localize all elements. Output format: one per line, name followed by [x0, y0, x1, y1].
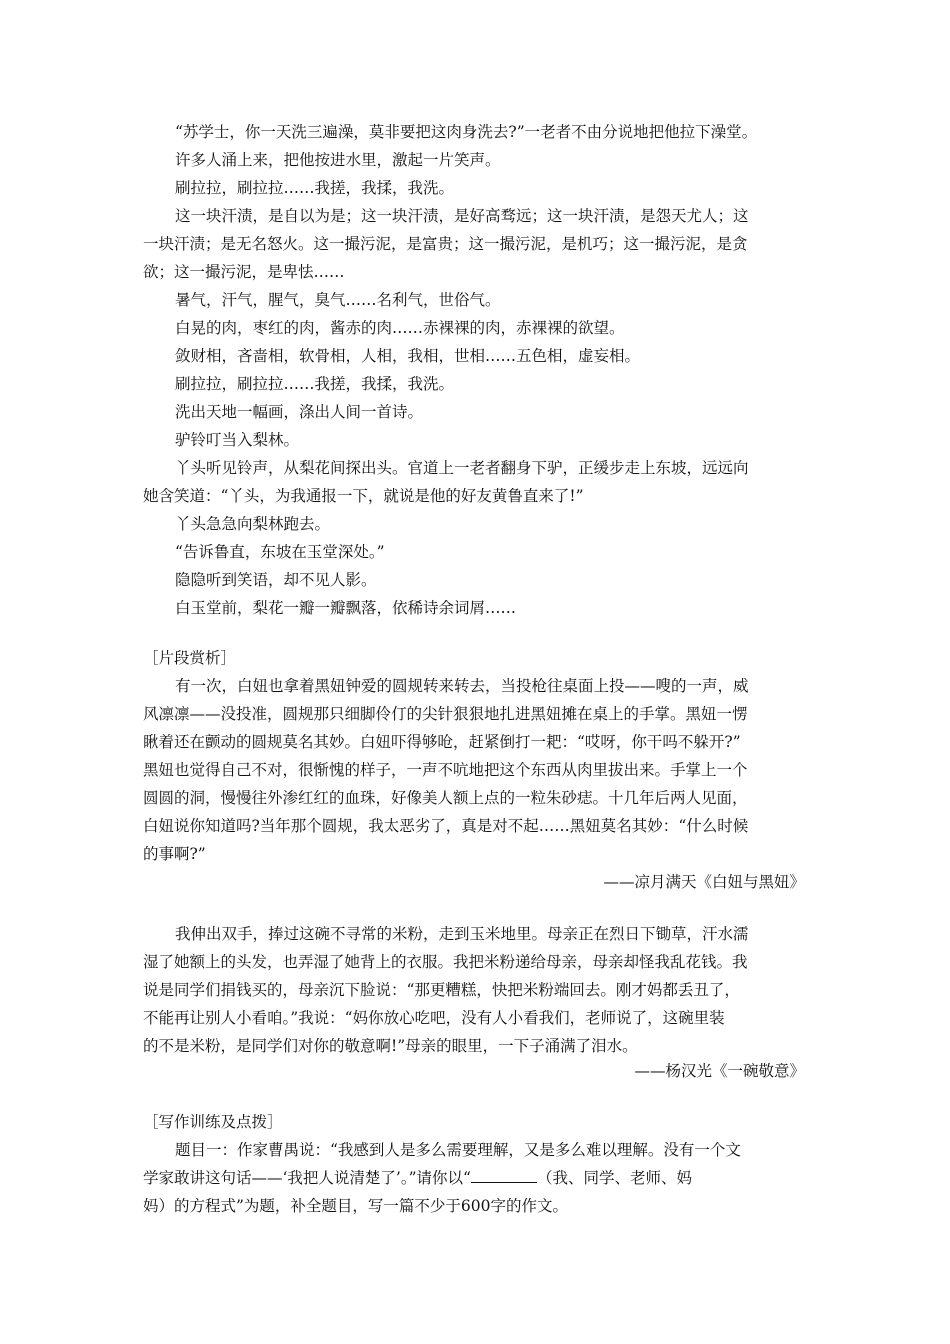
passage-attribution: ——凉月满天《白妞与黑妞》	[603, 873, 805, 891]
story-line: 许多人涌上来，把他按进水里，激起一片笑声。	[175, 151, 501, 169]
passage-line: 瞅着还在颤动的圆规莫名其妙。白妞吓得够呛，赶紧倒打一耙：“哎呀，你干吗不躲开?”	[143, 733, 741, 751]
story-line: 敛财相，吝啬相，软骨相，人相，我相，世相……五色相，虚妄相。	[175, 347, 641, 365]
passage-line: 圆圆的洞，慢慢往外渗红红的血珠，好像美人额上点的一粒朱砂痣。十几年后两人见面，	[143, 789, 748, 807]
passage-line: 的事啊?”	[143, 845, 206, 863]
writing-line-suffix: （我、同学、老师、妈	[536, 1169, 692, 1187]
passage-line: 白妞说你知道吗?当年那个圆规，我太恶劣了，真是对不起……黑妞莫名其妙：“什么时候	[143, 817, 749, 835]
story-line: 隐隐听到笑语，却不见人影。	[175, 571, 377, 589]
story-line: 洗出天地一幅画，涤出人间一首诗。	[175, 403, 424, 421]
passage-line: 不能再让别人小看咱。”我说：“妈你放心吃吧，没有人小看我们，老师说了，这碗里装	[143, 1009, 725, 1027]
passage-line: 风凛凛——没投准，圆规那只细脚伶仃的尖针狠狠地扎进黑妞摊在桌上的手掌。黑妞一愣	[143, 705, 748, 723]
story-line: 丫头急急向梨林跑去。	[175, 515, 331, 533]
writing-line	[143, 1167, 808, 1189]
writing-heading: ［写作训练及点拨］	[143, 1113, 283, 1131]
writing-line-prefix: 学家敢讲这句话——‘我把人说清楚了’。”请你以“	[143, 1169, 471, 1187]
story-line: 一块汗渍；是无名怒火。这一撮污泥，是富贵；这一撮污泥，是机巧；这一撮污泥，是贪	[143, 235, 748, 253]
story-line: 这一块汗渍，是自以为是；这一块汗渍，是好高骛远；这一块汗渍，是怨天尤人；这	[175, 207, 749, 225]
passage-attribution: ——杨汉光《一碗敬意》	[634, 1062, 805, 1080]
writing-line: 题目一：作家曹禺说：“我感到人是多么需要理解，又是多么难以理解。没有一个文	[175, 1141, 741, 1159]
story-line: “苏学士，你一天洗三遍澡，莫非要把这肉身洗去?”一老者不由分说地把他拉下澡堂。	[175, 123, 758, 141]
story-line: 她含笑道：“丫头，为我通报一下，就说是他的好友黄鲁直来了!”	[143, 487, 584, 505]
story-line: 丫头听见铃声，从梨花间探出头。官道上一老者翻身下驴，正缓步走上东坡，远远向	[175, 459, 749, 477]
story-line: 刷拉拉，刷拉拉……我搓，我揉，我洗。	[175, 179, 455, 197]
passage-line: 我伸出双手，捧过这碗不寻常的米粉，走到玉米地里。母亲正在烈日下锄草，汗水濡	[175, 925, 749, 943]
story-line: 白玉堂前，梨花一瓣一瓣飘落，依稀诗余词屑……	[175, 599, 517, 617]
passage-line: 的不是米粉，是同学们对你的敬意啊!”母亲的眼里，一下子涌满了泪水。	[143, 1037, 638, 1055]
passage-line: 有一次，白妞也拿着黑妞钟爱的圆规转来转去，当投枪往桌面上投——嗖的一声，威	[175, 677, 749, 695]
story-line: 刷拉拉，刷拉拉……我搓，我揉，我洗。	[175, 375, 455, 393]
story-line: 欲；这一撮污泥，是卑怯……	[143, 263, 345, 281]
passage-line: 说是同学们捐钱买的，母亲沉下脸说：“那更糟糕，快把米粉端回去。刚才妈都丢丑了，	[143, 981, 740, 999]
fill-in-blank	[471, 1168, 537, 1183]
story-line: 暑气，汗气，腥气，臭气……名利气，世俗气。	[175, 291, 501, 309]
story-line: 驴铃叮当入梨林。	[175, 431, 300, 449]
writing-line: 妈）的方程式”为题，补全题目，写一篇不少于600字的作文。	[143, 1197, 569, 1215]
story-line: 白晃的肉，枣红的肉，酱赤的肉……赤裸裸的肉，赤裸裸的欲望。	[175, 319, 625, 337]
story-line: “告诉鲁直，东坡在玉堂深处。”	[175, 543, 385, 561]
passage-line: 湿了她额上的头发，也弄湿了她背上的衣服。我把米粉递给母亲，母亲却怪我乱花钱。我	[143, 953, 748, 971]
appreciation-heading: ［片段赏析］	[143, 649, 237, 667]
passage-line: 黑妞也觉得自己不对，很惭愧的样子，一声不吭地把这个东西从肉里拔出来。手掌上一个	[143, 761, 748, 779]
